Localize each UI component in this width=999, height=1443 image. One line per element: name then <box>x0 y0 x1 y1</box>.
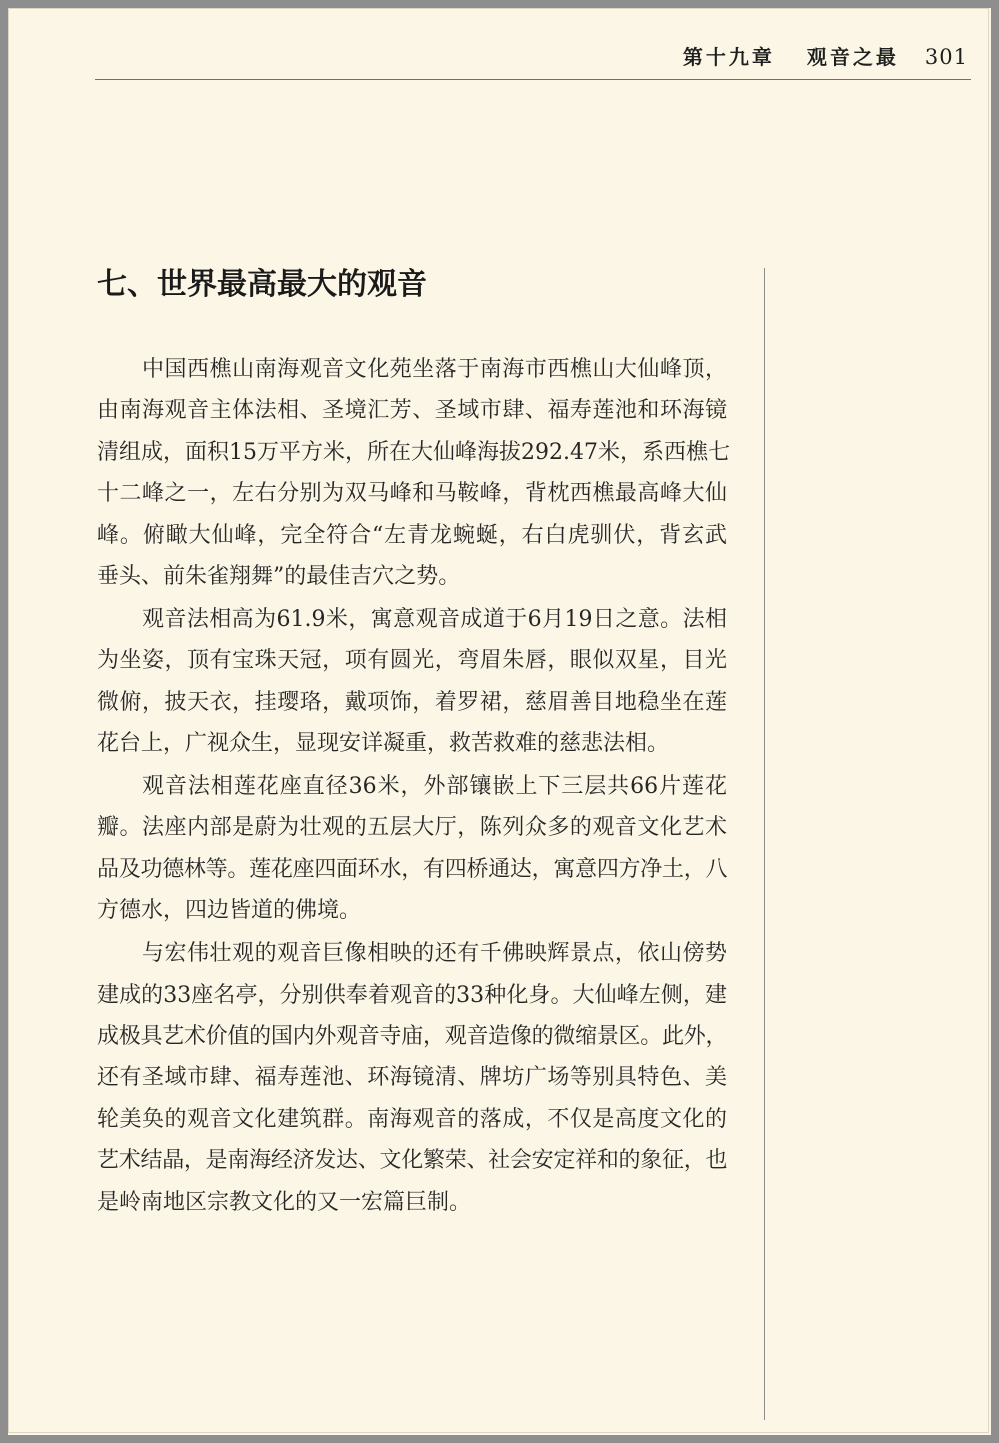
running-header <box>683 45 968 69</box>
page-number: 301 <box>924 45 968 69</box>
text-line: 中国西樵山南海观音文化苑坐落于南海市西樵山大仙峰顶， <box>142 357 727 382</box>
text-line: 是岭南地区宗教文化的又一宏篇巨制。 <box>97 1189 472 1215</box>
text-line: 品及功德林等。莲花座四面环水，有四桥通达，寓意四方净土，八 <box>97 856 727 882</box>
text-line: 清组成，面积15万平方米，所在大仙峰海拔292.47米，系西樵七 <box>97 439 730 465</box>
text-line: 十二峰之一，左右分别为双马峰和马鞍峰，背枕西樵最高峰大仙 <box>97 481 727 507</box>
text-line: 微俯，披天衣，挂璎珞，戴项饰，着罗裙，慈眉善目地稳坐在莲 <box>97 689 727 715</box>
text-line: 还有圣域市肆、福寿莲池、环海镜清、牌坊广场等别具特色、美 <box>97 1065 727 1091</box>
text-line: 成极具艺术价值的国内外观音寺庙，观音造像的微缩景区。此外， <box>97 1024 727 1049</box>
text-line: 峰。俯瞰大仙峰，完全符合“左青龙蜿蜒，右白虎驯伏，背玄武 <box>97 522 727 548</box>
chapter-label: 第十九章 <box>682 45 775 69</box>
text-line: 花台上，广视众生，显现安详凝重，救苦救难的慈悲法相。 <box>97 731 670 757</box>
section-title: 七、世界最高最大的观音 <box>97 267 427 302</box>
paragraph <box>97 349 730 597</box>
text-line: 艺术结晶，是南海经济发达、文化繁荣、社会安定祥和的象征，也 <box>97 1148 727 1174</box>
paragraph <box>97 766 727 932</box>
chapter-title: 观音之最 <box>806 45 899 69</box>
text-line: 观音法相莲花座直径36米，外部镶嵌上下三层共66片莲花 <box>142 774 727 800</box>
text-line: 方德水，四边皆道的佛境。 <box>97 898 362 924</box>
body-text <box>97 349 730 1223</box>
margin-rule <box>764 268 765 1420</box>
header-rule <box>95 79 971 80</box>
paragraph <box>97 933 727 1223</box>
text-line: 与宏伟壮观的观音巨像相映的还有千佛映辉景点，依山傍势 <box>142 941 727 967</box>
text-line: 为坐姿，顶有宝珠天冠，项有圆光，弯眉朱唇，眼似双星，目光 <box>97 648 727 674</box>
text-line: 轮美奂的观音文化建筑群。南海观音的落成，不仅是高度文化的 <box>97 1106 727 1132</box>
text-line: 垂头、前朱雀翔舞”的最佳吉穴之势。 <box>97 564 461 590</box>
paragraph <box>97 599 727 765</box>
text-line: 观音法相高为61.9米，寓意观音成道于6月19日之意。法相 <box>142 606 727 632</box>
text-line: 建成的33座名亭，分别供奉着观音的33种化身。大仙峰左侧，建 <box>97 982 727 1008</box>
text-line: 瓣。法座内部是蔚为壮观的五层大厅，陈列众多的观音文化艺术 <box>97 815 727 841</box>
text-line: 由南海观音主体法相、圣境汇芳、圣域市肆、福寿莲池和环海镜 <box>97 398 727 424</box>
